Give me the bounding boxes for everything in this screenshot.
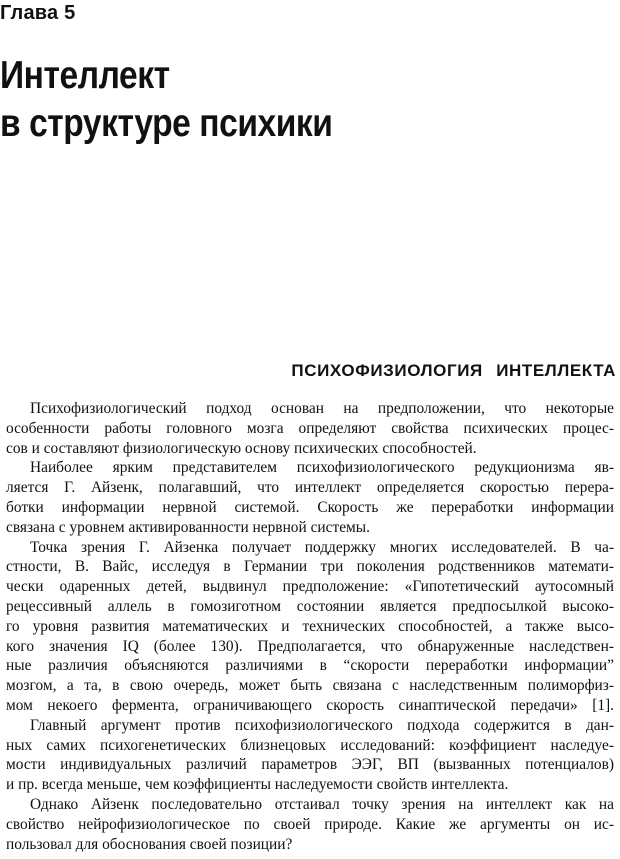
chapter-title bbox=[0, 52, 533, 148]
text-line: Точка зрения Г. Айзенка получает поддержку многих исследователей. В ча- bbox=[30, 538, 614, 556]
text-line: ляется Г. Айзенк, полагавший, что интеллект определяется скоростью перера- bbox=[6, 479, 614, 497]
paragraph bbox=[6, 716, 614, 795]
text-line: Наиболее ярким представителем психофизиологического редукционизма яв- bbox=[30, 459, 614, 477]
text-line: го уровня развития математических и технических способностей, а также высо- bbox=[6, 617, 614, 635]
text-line: ных самих психогенетических близнецовых исследований: коэффициент наследуе- bbox=[6, 736, 614, 754]
text-line: сов и составляют физиологическую основу психических способностей. bbox=[6, 439, 477, 457]
paragraph bbox=[6, 795, 614, 854]
chapter-label: Глава 5 bbox=[0, 2, 76, 24]
text-line: кого значения IQ (более 130). Предполагается, что обнаруженные наследствен- bbox=[6, 637, 614, 655]
text-line: стности, В. Вайс, исследуя в Германии три поколения родственников математи- bbox=[6, 558, 614, 576]
paragraph bbox=[6, 458, 614, 537]
paragraph bbox=[6, 399, 614, 458]
paragraph bbox=[6, 538, 614, 716]
text-line: Главный аргумент против психофизиологического подхода содержится в дан- bbox=[30, 716, 614, 734]
text-line: и пр. всегда меньше, чем коэффициенты наследуемости свойств интеллекта. bbox=[6, 776, 509, 794]
text-line: связана с уровнем активированности нервной системы. bbox=[6, 518, 370, 536]
text-line: Однако Айзенк последовательно отстаивал точку зрения на интеллект как на bbox=[30, 795, 614, 813]
chapter-title-line: в структуре психики bbox=[0, 102, 333, 145]
text-line: чески одаренных детей, выдвинул предположение: «Гипотетический аутосомный bbox=[6, 578, 614, 596]
text-line: мости индивидуальных различий параметров ЭЭГ, ВП (вызванных потенциалов) bbox=[6, 756, 614, 774]
text-line: мом некоего фермента, ограничивающего скорость синаптической передачи» [1]. bbox=[6, 696, 614, 714]
body-text bbox=[6, 399, 614, 854]
text-line: ботки информации нервной системой. Скорость же переработки информации bbox=[6, 498, 614, 516]
text-line: Психофизиологический подход основан на предположении, что некоторые bbox=[30, 400, 614, 417]
text-line: ные различия объясняются различиями в “скорости переработки информации” bbox=[6, 657, 614, 675]
text-line: рецессивный аллель в гомозиготном состоянии является предпосылкой высоко- bbox=[6, 597, 614, 615]
chapter-title-line: Интеллект bbox=[0, 54, 170, 97]
text-line: мозгом, а та, в свою очередь, может быть связана с наследственным полиморфиз- bbox=[6, 677, 614, 695]
section-heading: ПСИХОФИЗИОЛОГИЯ ИНТЕЛЛЕКТА bbox=[291, 361, 616, 380]
text-line: особенности работы головного мозга определяют свойства психических процес- bbox=[6, 419, 614, 437]
text-line: пользовал для обоснования своей позиции? bbox=[6, 835, 293, 853]
text-line: свойство нейрофизиологическое по своей природе. Какие же аргументы он ис- bbox=[6, 815, 614, 833]
